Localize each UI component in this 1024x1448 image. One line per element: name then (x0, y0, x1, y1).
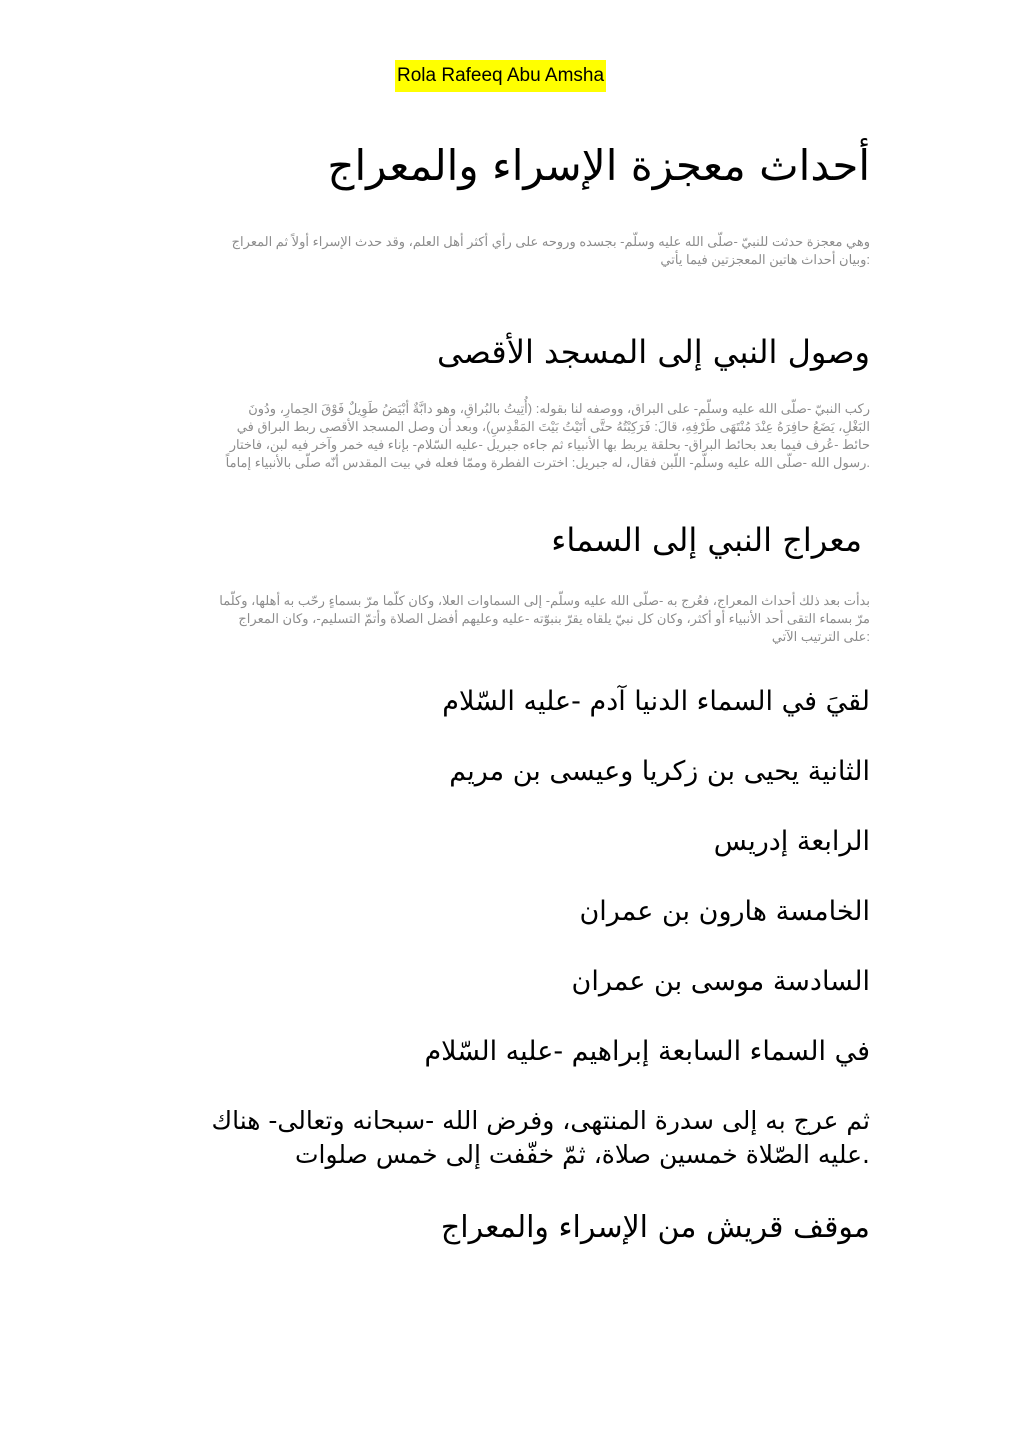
section-heading-quraysh: موقف قريش من الإسراء والمعراج (440, 1210, 870, 1245)
heaven-item-sixth: السادسة موسى بن عمران (571, 966, 870, 997)
heaven-item-fourth: الرابعة إدريس (713, 826, 870, 857)
section-heading-aqsa: وصول النبي إلى المسجد الأقصى (436, 333, 870, 371)
section-heading-miraj: معراج النبي إلى السماء (551, 521, 862, 559)
intro-paragraph (150, 233, 870, 269)
page-title: أحداث معجزة الإسراء والمعراج (327, 141, 870, 190)
intro-line: وهي معجزة حدثت للنبيّ -صلّى الله عليه وسلّم- بجسده وروحه على رأي أكثر أهل العلم، وقد حدث الإسراء أولاً ثم المعراج (231, 234, 870, 249)
paragraph-line: .عليه الصّلاة خمسين صلاة، ثمّ خفّفت إلى خمس صلوات (295, 1140, 870, 1169)
section2-paragraph (150, 592, 870, 646)
heaven-item-fifth: الخامسة هارون بن عمران (579, 896, 870, 927)
author-name-highlight: Rola Rafeeq Abu Amsha (395, 60, 606, 92)
paragraph-line: مرّ بسماء التقى أحد الأنبياء أو أكثر، وكان كل نبيّ يلقاه يقرّ بنبوّته -عليه وعليهم أفضل الصلاة وأتمّ التسليم-، وكان المعراج (238, 611, 870, 626)
paragraph-line: البَغْلِ، يَضَعُ حافِرَهُ عِنْدَ مُنْتَهَى طَرْفِهِ، قالَ: فَرَكِبْتُهُ حتَّى أتَيْتُ بَيْتَ المَقْدِسِ)، وبعد أن وصل المسجد الأقصى ربط البراق في (236, 419, 870, 434)
paragraph-line: بدأت بعد ذلك أحداث المعراج، فعُرج به -صلّى الله عليه وسلّم- إلى السماوات العلا، وكان كلّما مرّ بسماءٍ رحّب به أهلها، وكلّما (219, 593, 870, 608)
heaven-item-second: الثانية يحيى بن زكريا وعيسى بن مريم (449, 756, 870, 787)
intro-line: :وبيان أحداث هاتين المعجزتين فيما يأتي (660, 252, 870, 267)
paragraph-line: .رسول الله -صلّى الله عليه وسلّم- اللّبن فقال، له جبريل: اخترت الفطرة وممّا فعله في بيت المقدس أنّه صلّى بالأنبياء إماماً (225, 455, 870, 470)
heaven-item-first: لقيَ في السماء الدنيا آدم -عليه السّلام (442, 686, 870, 717)
heaven-item-seventh: في السماء السابعة إبراهيم -عليه السّلام (424, 1036, 870, 1067)
paragraph-line: حائط -عُرف فيما بعد بحائط البراق- بحلقة يربط بها الأنبياء ثم جاءه جبريل -عليه السّلام- بإناء فيه خمر وآخر فيه لبن، فاختار (229, 437, 870, 452)
paragraph-line: :على الترتيب الآتي (771, 629, 870, 644)
section1-paragraph (150, 400, 870, 472)
sidrat-paragraph (150, 1104, 870, 1172)
paragraph-line: ركب النبيّ -صلّى الله عليه وسلّم- على البراق، ووصفه لنا بقوله: (أُتِيتُ بالبُراقِ، وهو دابَّةٌ أبْيَضُ طَوِيلٌ فَوْقَ الحِمارِ، ودُونَ (248, 401, 870, 416)
paragraph-line: ثم عرج به إلى سدرة المنتهى، وفرض الله -سبحانه وتعالى- هناك (211, 1106, 870, 1135)
